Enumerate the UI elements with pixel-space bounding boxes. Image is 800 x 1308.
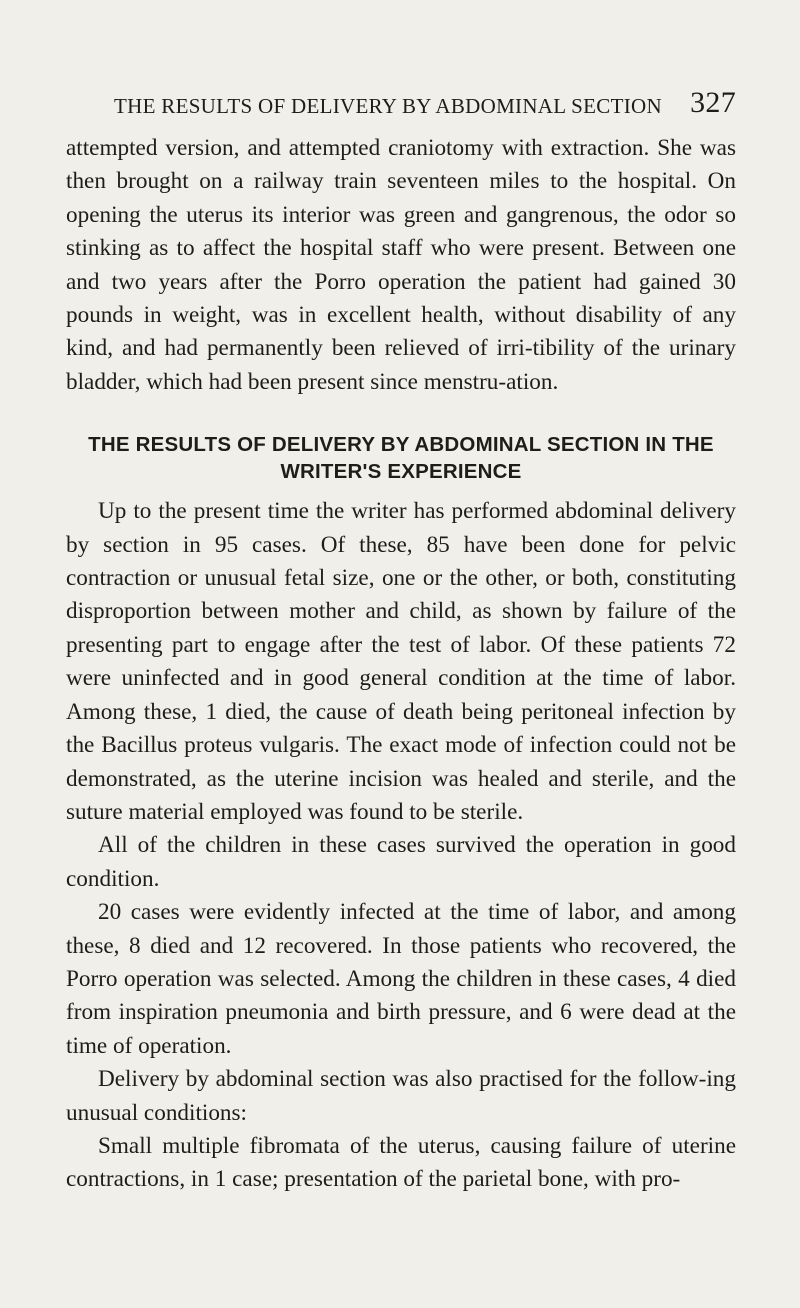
paragraph-6: Small multiple fibromata of the uterus, causing failure of uterine contractions, in 1 case; presentation of the parietal bone, with pro-	[66, 1132, 736, 1193]
paragraph-4: 20 cases were evidently infected at the time of labor, and among these, 8 died and 12 recovered. In those patients who recovered, the Porro operation was selected. Among the children in these cases, 4 died from inspiration pneumonia and birth pressure, and 6 were dead at the time of operation.	[66, 899, 736, 1059]
paragraph-5: Delivery by abdominal section was also practised for the follow-ing unusual conditions:	[66, 1066, 736, 1126]
paragraph-3: All of the children in these cases survived the operation in good condition.	[66, 832, 736, 892]
running-head-title: THE RESULTS OF DELIVERY BY ABDOMINAL SECTION	[114, 94, 662, 118]
section-heading: THE RESULTS OF DELIVERY BY ABDOMINAL SECTION IN THE WRITER'S EXPERIENCE	[88, 433, 714, 484]
running-head	[66, 86, 736, 132]
book-page	[66, 86, 736, 1197]
page-number: 327	[690, 86, 736, 119]
paragraph-2: Up to the present time the writer has performed abdominal delivery by section in 95 cases. Of these, 85 have been done for pelvic contraction or unusual fetal size, one or the other, or both, constituting disproportion between mother and child, as shown by failure of the presenting part to engage after the test of labor. Of these patients 72 were uninfected and in good general condition at the time of labor. Among these, 1 died, the cause of death being peritoneal infection by the Bacillus proteus vulgaris. The exact mode of infection could not be demonstrated, as the uterine incision was healed and sterile, and the suture material employed was found to be sterile.	[66, 498, 736, 825]
paragraph-1: attempted version, and attempted craniotomy with extraction. She was then brought on a railway train seventeen miles to the hospital. On opening the uterus its interior was green and gangrenous, the odor so stinking as to affect the hospital staff who were present. Between one and two years after the Porro operation the patient had gained 30 pounds in weight, was in excellent health, without disability of any kind, and had permanently been relieved of irri-tibility of the urinary bladder, which had been present since menstru-ation.	[66, 135, 736, 395]
